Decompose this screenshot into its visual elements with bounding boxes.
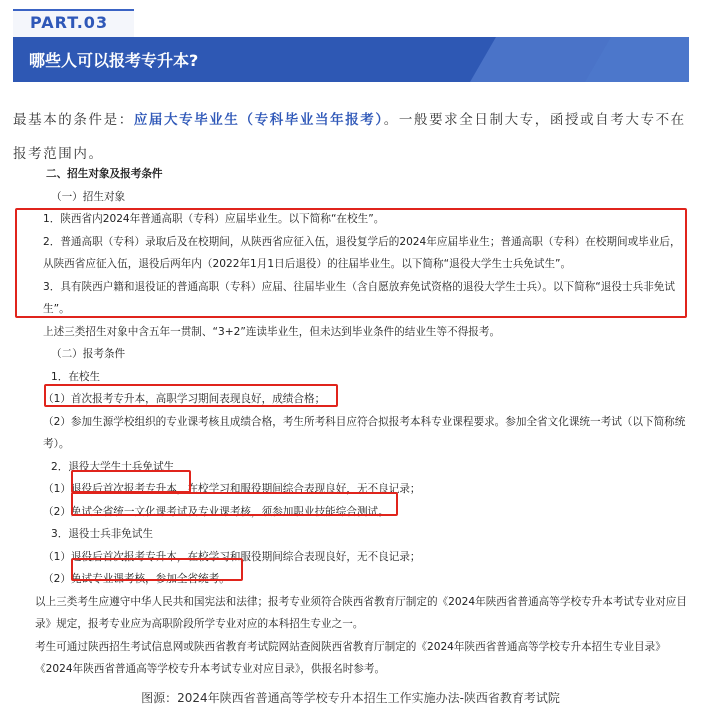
subsection-heading-targets: （一）招生对象 xyxy=(51,190,126,203)
intro-suffix: 。一般要求全日制大专，函授或自考大专不在报考范围内。 xyxy=(13,112,686,162)
document-excerpt xyxy=(13,163,689,681)
condition-heading-2: 2．退役大学生士兵免试生 xyxy=(51,460,175,473)
condition-2-item-2: （2）免试全省统一文化课考试及专业课考核，须参加职业技能综合测试。 xyxy=(43,505,389,518)
condition-heading-1: 1．在校生 xyxy=(51,370,101,383)
image-source-caption: 图源：2024年陕西省普通高等学校专升本招生工作实施办法-陕西省教育考试院 xyxy=(141,691,560,705)
condition-3-item-2: （2）免试专业课考核，参加全省统考。 xyxy=(43,573,230,585)
subsection-heading-conditions: （二）报考条件 xyxy=(51,348,126,360)
intro-paragraph xyxy=(13,103,689,171)
section-title: 哪些人可以报考专升本? xyxy=(29,51,199,70)
target-note: 上述三类招生对象中含五年一贯制、“3+2”连读毕业生，但未达到毕业条件的结业生等不得报考。 xyxy=(43,325,501,338)
condition-2-item-1-rest: ，在校学习和服役期间综合表现良好，无不良记录； xyxy=(176,483,421,495)
section-heading: 二、招生对象及报考条件 xyxy=(46,168,163,180)
part-label-tab xyxy=(13,9,134,37)
rules-paragraph: 以上三类考生应遵守中华人民共和国宪法和法律；报考专业须符合陕西省教育厅制定的《2024年陕西省普通高等学校专升本考试专业对应目录》规定，报考专业应为高职阶段所学专业对应的本科招生专业之一。 xyxy=(35,595,687,630)
condition-1-item-2: （2）参加生源学校组织的专业课考核且成绩合格，考生所考科目应符合拟报考本科专业课程要求。参加全省文化课统一考试（以下简称统考）。 xyxy=(43,415,686,450)
condition-heading-3: 3．退役士兵非免试生 xyxy=(51,528,154,540)
part-label: PART.03 xyxy=(30,13,109,32)
condition-2-item-1 xyxy=(13,478,689,501)
condition-2-item-1-highlight: （1）退役后首次报考专升本 xyxy=(43,483,177,495)
intro-prefix: 最基本的条件是： xyxy=(13,112,134,128)
target-item-2: 2．普通高职（专科）录取后及在校期间，从陕西省应征入伍，退役复学后的2024年应届毕业生；普通高职（专科）在校期间或毕业后，从陕西省应征入伍，退役后两年内（2022年1月1日后退役）的往届毕业生。以下简称“退役大学生士兵免试生”。 xyxy=(43,235,681,270)
section-title-banner xyxy=(13,37,689,82)
condition-3-item-1: （1）退役后首次报考专升本，在校学习和服役期间综合表现良好，无不良记录； xyxy=(43,550,421,563)
intro-highlight: 应届大专毕业生（专科毕业当年报考） xyxy=(133,112,384,128)
condition-1-item-1: （1）首次报考专升本，高职学习期间表现良好，成绩合格； xyxy=(43,393,326,405)
target-item-1: 1．陕西省内2024年普通高职（专科）应届毕业生。以下简称“在校生”。 xyxy=(43,213,385,225)
target-item-3: 3．具有陕西户籍和退役证的普通高职（专科）应届、往届毕业生（含自愿放弃免试资格的退役大学生士兵）。以下简称“退役士兵非免试生”。 xyxy=(43,280,675,315)
reference-paragraph: 考生可通过陕西招生考试信息网或陕西省教育考试院网站查阅陕西省教育厅制定的《2024年陕西省普通高等学校专升本招生专业目录》《2024年陕西省普通高等学校专升本考试专业对应目录》，供报名时参考。 xyxy=(35,640,666,675)
